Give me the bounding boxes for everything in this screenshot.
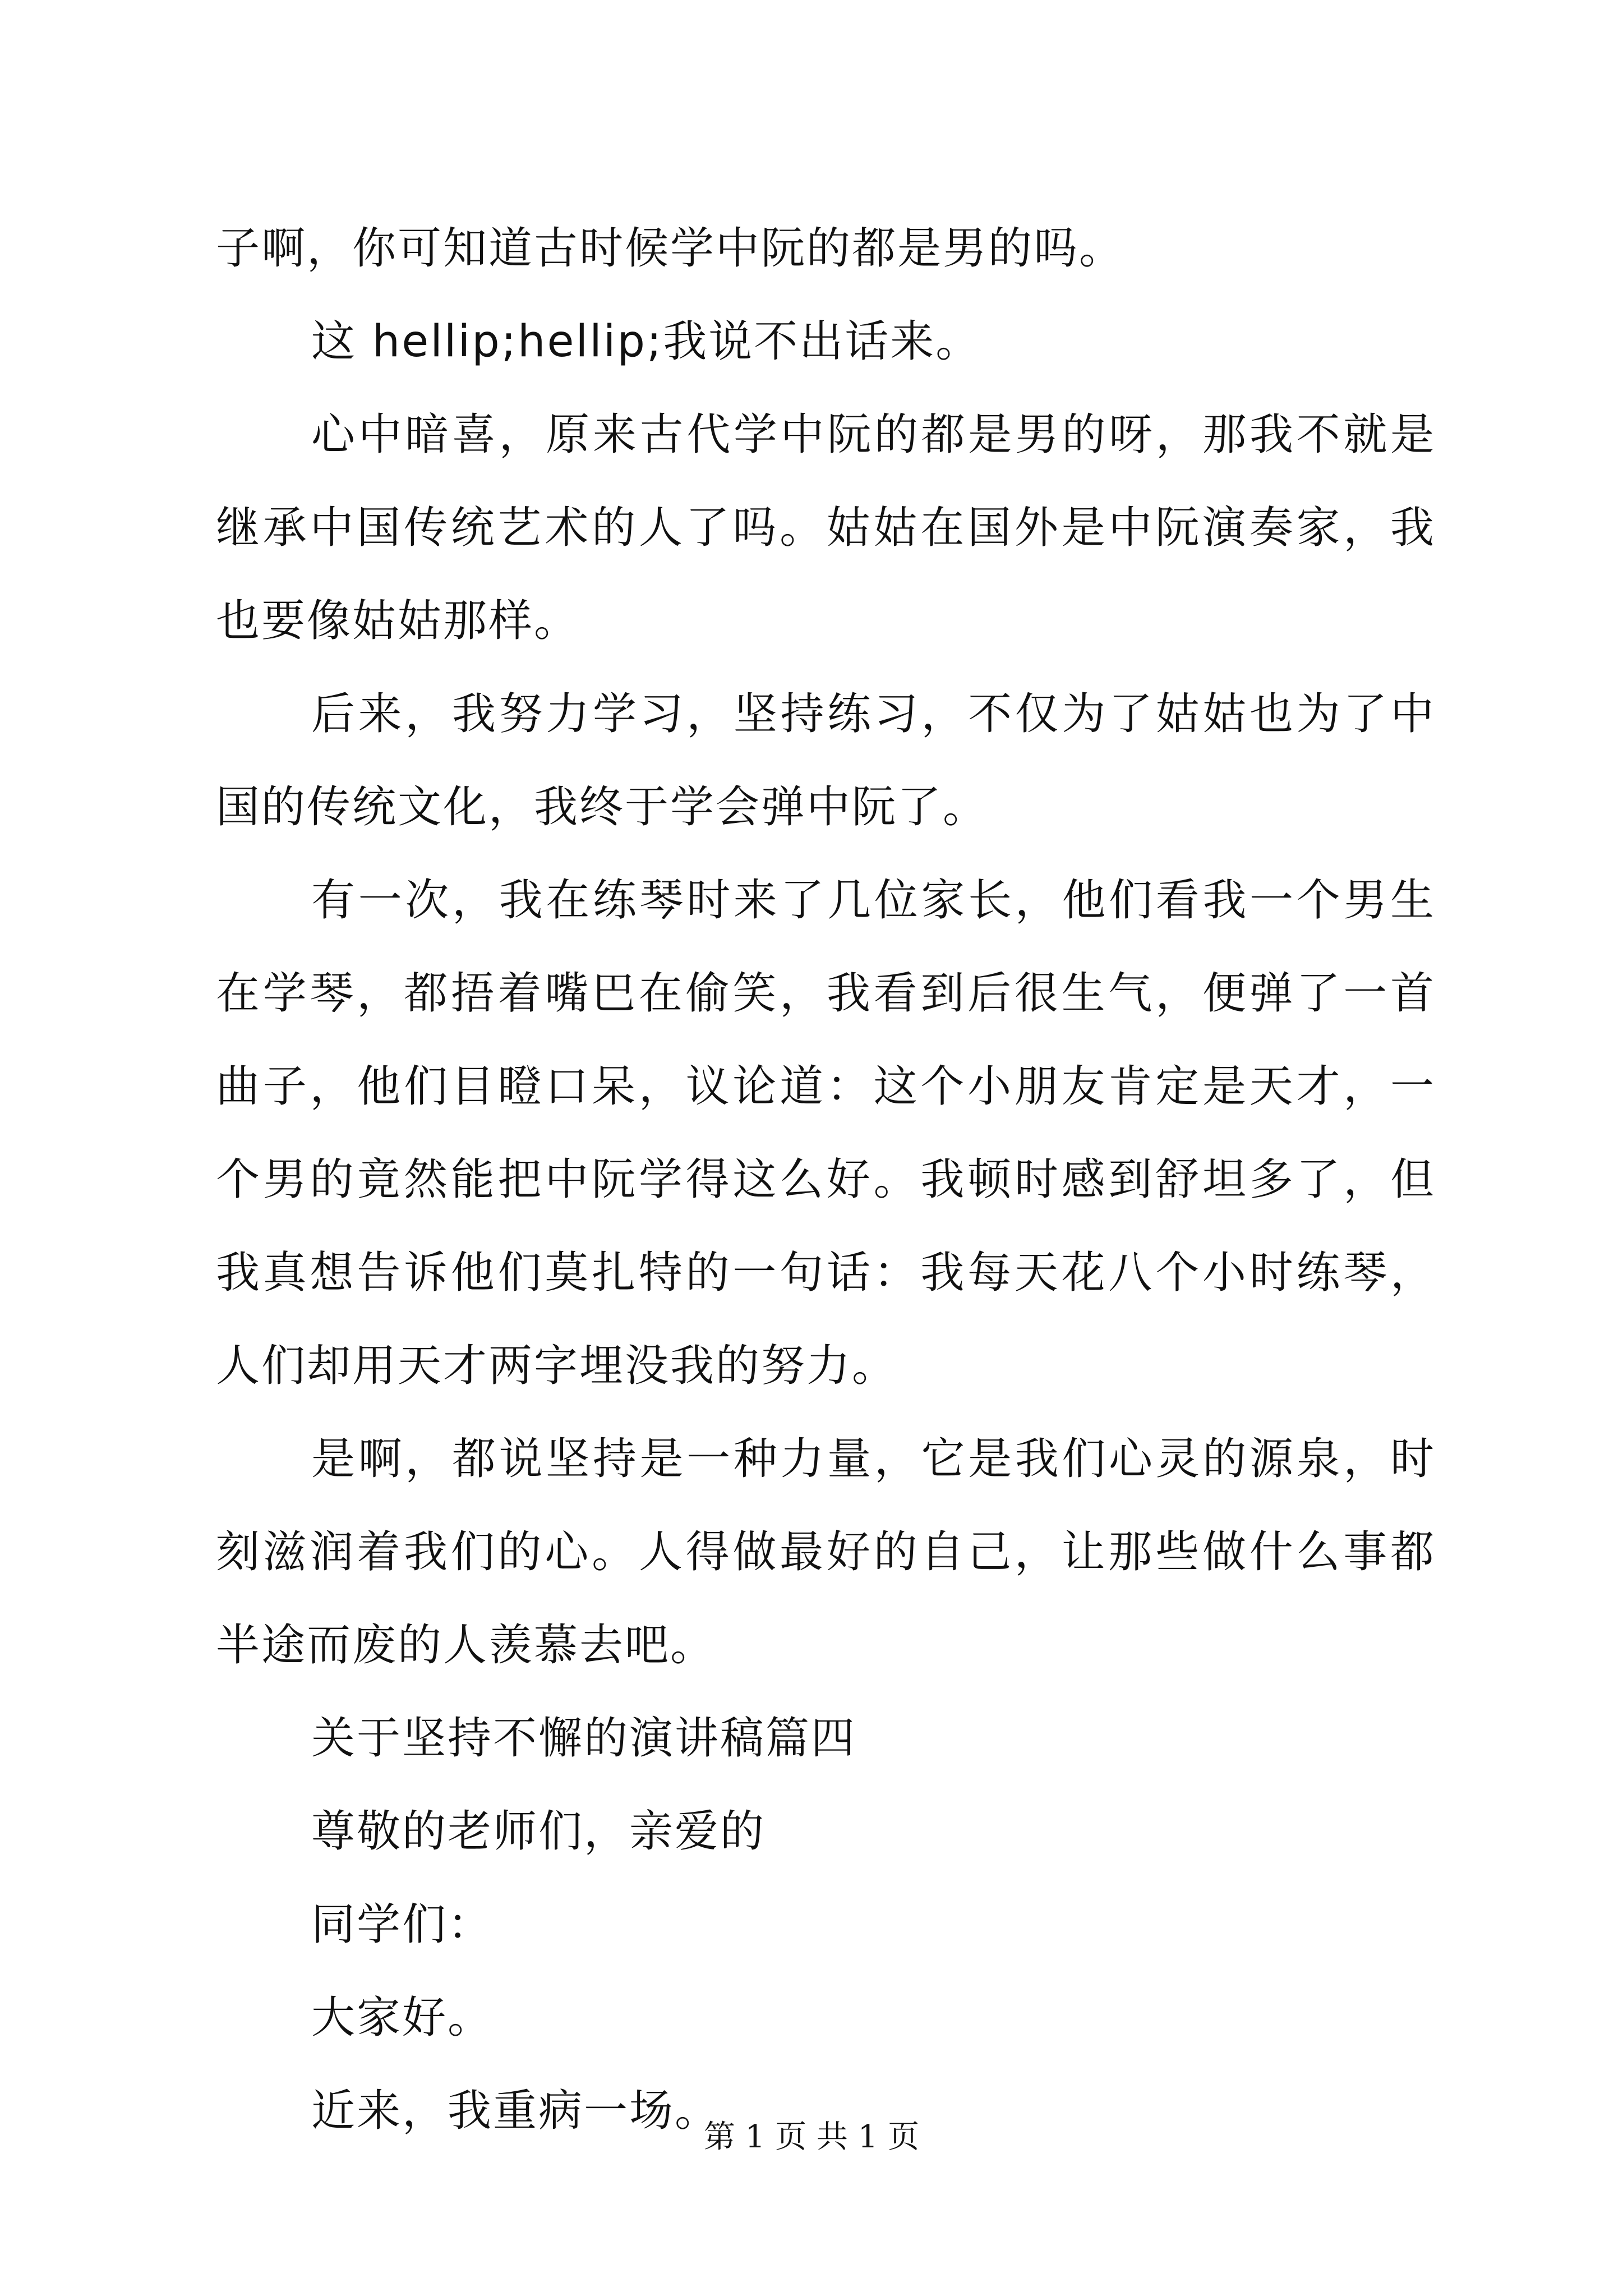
paragraph-continuation: 子啊，你可知道古时候学中阮的都是男的吗。 <box>216 223 1125 274</box>
document-body <box>216 202 1436 2157</box>
salutation-line: 同学们： <box>311 1899 494 1950</box>
paragraph: 有一次，我在练琴时来了几位家长，他们看我一个男生在学琴，都捂着嘴巴在偷笑，我看到后很生气，便弹了一首曲子，他们目瞪口呆，议论道：这个小朋友肯定是天才，一个男的竟然能把中阮学得这么好。我顿时感到舒坦多了，但我真想告诉他们莫扎特的一句话：我每天花八个小时练琴，人们却用天才两字埋没我的努力。 <box>216 875 1436 1391</box>
paragraph: 近来，我重病一场。 <box>311 2086 721 2136</box>
greeting: 大家好。 <box>311 1993 494 2043</box>
salutation-line: 尊敬的老师们，亲爱的 <box>311 1806 766 1857</box>
paragraph: 心中暗喜，原来古代学中阮的都是男的呀，那我不就是继承中国传统艺术的人了吗。姑姑在国外是中阮演奏家，我也要像姑姑那样。 <box>216 409 1436 646</box>
paragraph: 这 hellip;hellip;我说不出话来。 <box>311 316 981 367</box>
page-footer: 第 1 页 共 1 页 <box>703 2119 920 2155</box>
section-heading: 关于坚持不懈的演讲稿篇四 <box>311 1713 857 1764</box>
paragraph: 后来，我努力学习，坚持练习，不仅为了姑姑也为了中国的传统文化，我终于学会弹中阮了。 <box>216 689 1436 832</box>
paragraph: 是啊，都说坚持是一种力量，它是我们心灵的源泉，时刻滋润着我们的心。人得做最好的自己，让那些做什么事都半途而废的人羡慕去吧。 <box>216 1434 1436 1671</box>
